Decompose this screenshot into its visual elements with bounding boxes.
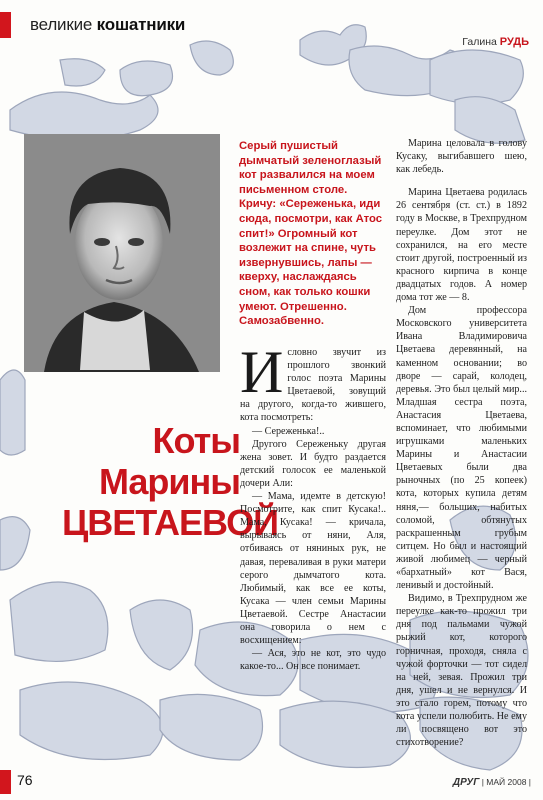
paragraph: Марина целовала в голову Кусаку, выгибавшего шею, как лебедь. bbox=[396, 138, 527, 176]
cat-sketch-5 bbox=[10, 92, 158, 140]
portrait-image bbox=[24, 134, 220, 372]
section-word-2: кошатники bbox=[96, 15, 186, 34]
paragraph: — Мама, идемте в детскую! Посмотрите, как спит Кусака!.. Мама, Кусака! — кричала, вырываясь от няни, Аля, отбиваясь от няниных рук, не давая, переваливая в руки матери серого дымчатого кота. Любимый, как все ее коты, Кусака — член семьи Марины Цветаевой. Сестре Анастасии она говорила о нем с восхищением: bbox=[240, 491, 386, 647]
body-column-1 bbox=[240, 339, 386, 673]
cat-sketch-11 bbox=[10, 582, 108, 661]
portrait-photo bbox=[24, 134, 220, 372]
cat-sketch-10 bbox=[0, 517, 30, 570]
title-line-2: Марины bbox=[98, 461, 240, 502]
paragraph: Другого Сереженьку другая жена зовет. И будто раздается детский голосок ее маленькой дочери Али: bbox=[240, 438, 386, 489]
section-word-1: великие bbox=[30, 15, 93, 34]
cat-sketch-6 bbox=[120, 61, 173, 96]
paragraph: Видимо, в Трехпрудном же переулке как-то прожил три дня под пальмами чужой рыжий кот, которого горничная, проходя, сняла с чужой форточки — тот сидел на ней, зевая. Прожил три дня, ушел и не вернулся. И это стало горем, потому что кота успели полюбить. Не ему ли посвящено вот это стихотворение? bbox=[396, 593, 527, 749]
cat-sketch-7 bbox=[190, 41, 233, 75]
paragraph: — Ася, это не кот, это чудо какое-то... Он все понимает. bbox=[240, 648, 386, 673]
body-column-2 bbox=[396, 137, 527, 749]
lead-paragraph: Серый пушистый дымчатый зеленоглазый кот развалился на моем письменном столе. Кричу: «Сереженька, иди сюда, посмотри, как Атос спит!» Огромный кот возлежит на спине, чуть извернувшись, лапы — кверху, наслаждаясь сном, как только кошки умеют. Отрешенно. Самозабвенно. bbox=[239, 140, 383, 328]
cat-sketch-16 bbox=[20, 682, 163, 760]
cat-sketch-8 bbox=[60, 59, 105, 86]
cat-sketch-17 bbox=[160, 694, 263, 760]
cat-sketch-12 bbox=[130, 600, 193, 670]
magazine-name: ДРУГ bbox=[452, 777, 480, 788]
drop-cap: И bbox=[240, 339, 284, 405]
cat-sketch-3 bbox=[430, 50, 523, 104]
paragraph: Марина Цветаева родилась 26 сентября (ст. ст.) в 1892 году в Москве, в Трехпрудном переулке. Дом этот не сохранился, на его месте стоит другой, построенный из красного кирпича в конце двадцатых годов. А номер дома тот же — 8. bbox=[396, 187, 527, 304]
title-line-3: ЦВЕТАЕВОЙ bbox=[62, 502, 279, 543]
cat-sketch-18 bbox=[280, 701, 410, 767]
page-number: 76 bbox=[17, 772, 33, 788]
footer-marker-bar bbox=[0, 770, 11, 794]
author-last-name: РУДЬ bbox=[499, 36, 529, 48]
author-first-name: Галина bbox=[462, 36, 497, 48]
paragraph: — Сереженька!.. bbox=[252, 425, 325, 437]
paragraph: Исловно звучит из прошлого звонкий голос поэта Марины Цветаевой, зовущий на другого, когда-то жившего, кота посмотреть: bbox=[240, 339, 386, 424]
section-heading bbox=[30, 15, 185, 35]
magazine-footer bbox=[453, 777, 531, 788]
section-marker-bar bbox=[0, 12, 11, 38]
magazine-issue: | МАЙ 2008 | bbox=[481, 777, 531, 787]
author-byline bbox=[462, 36, 529, 48]
paragraph: Дом профессора Московского университета Ивана Владимировича Цветаева деревянный, на каменном основании; во дворе — сарай, колодец, деревья. Это был целый мир... Младшая сестра поэта, Анастасия Цветаева, вспоминает, что любимыми игрушками маленьких Марины и Анастасии Цветаевых были два рыночных (по 25 копеек) кота, которых купила детям няня,— больших, набитых соломой, обтянутых раскрашенным грубым ситцем. Но был и настоящий живой любимец — черный «бархатный» кот Вася, ленивый и достойный. bbox=[396, 305, 527, 592]
cat-sketch-9 bbox=[0, 370, 25, 455]
title-line-1: Коты bbox=[152, 420, 240, 461]
article-title bbox=[62, 420, 279, 543]
